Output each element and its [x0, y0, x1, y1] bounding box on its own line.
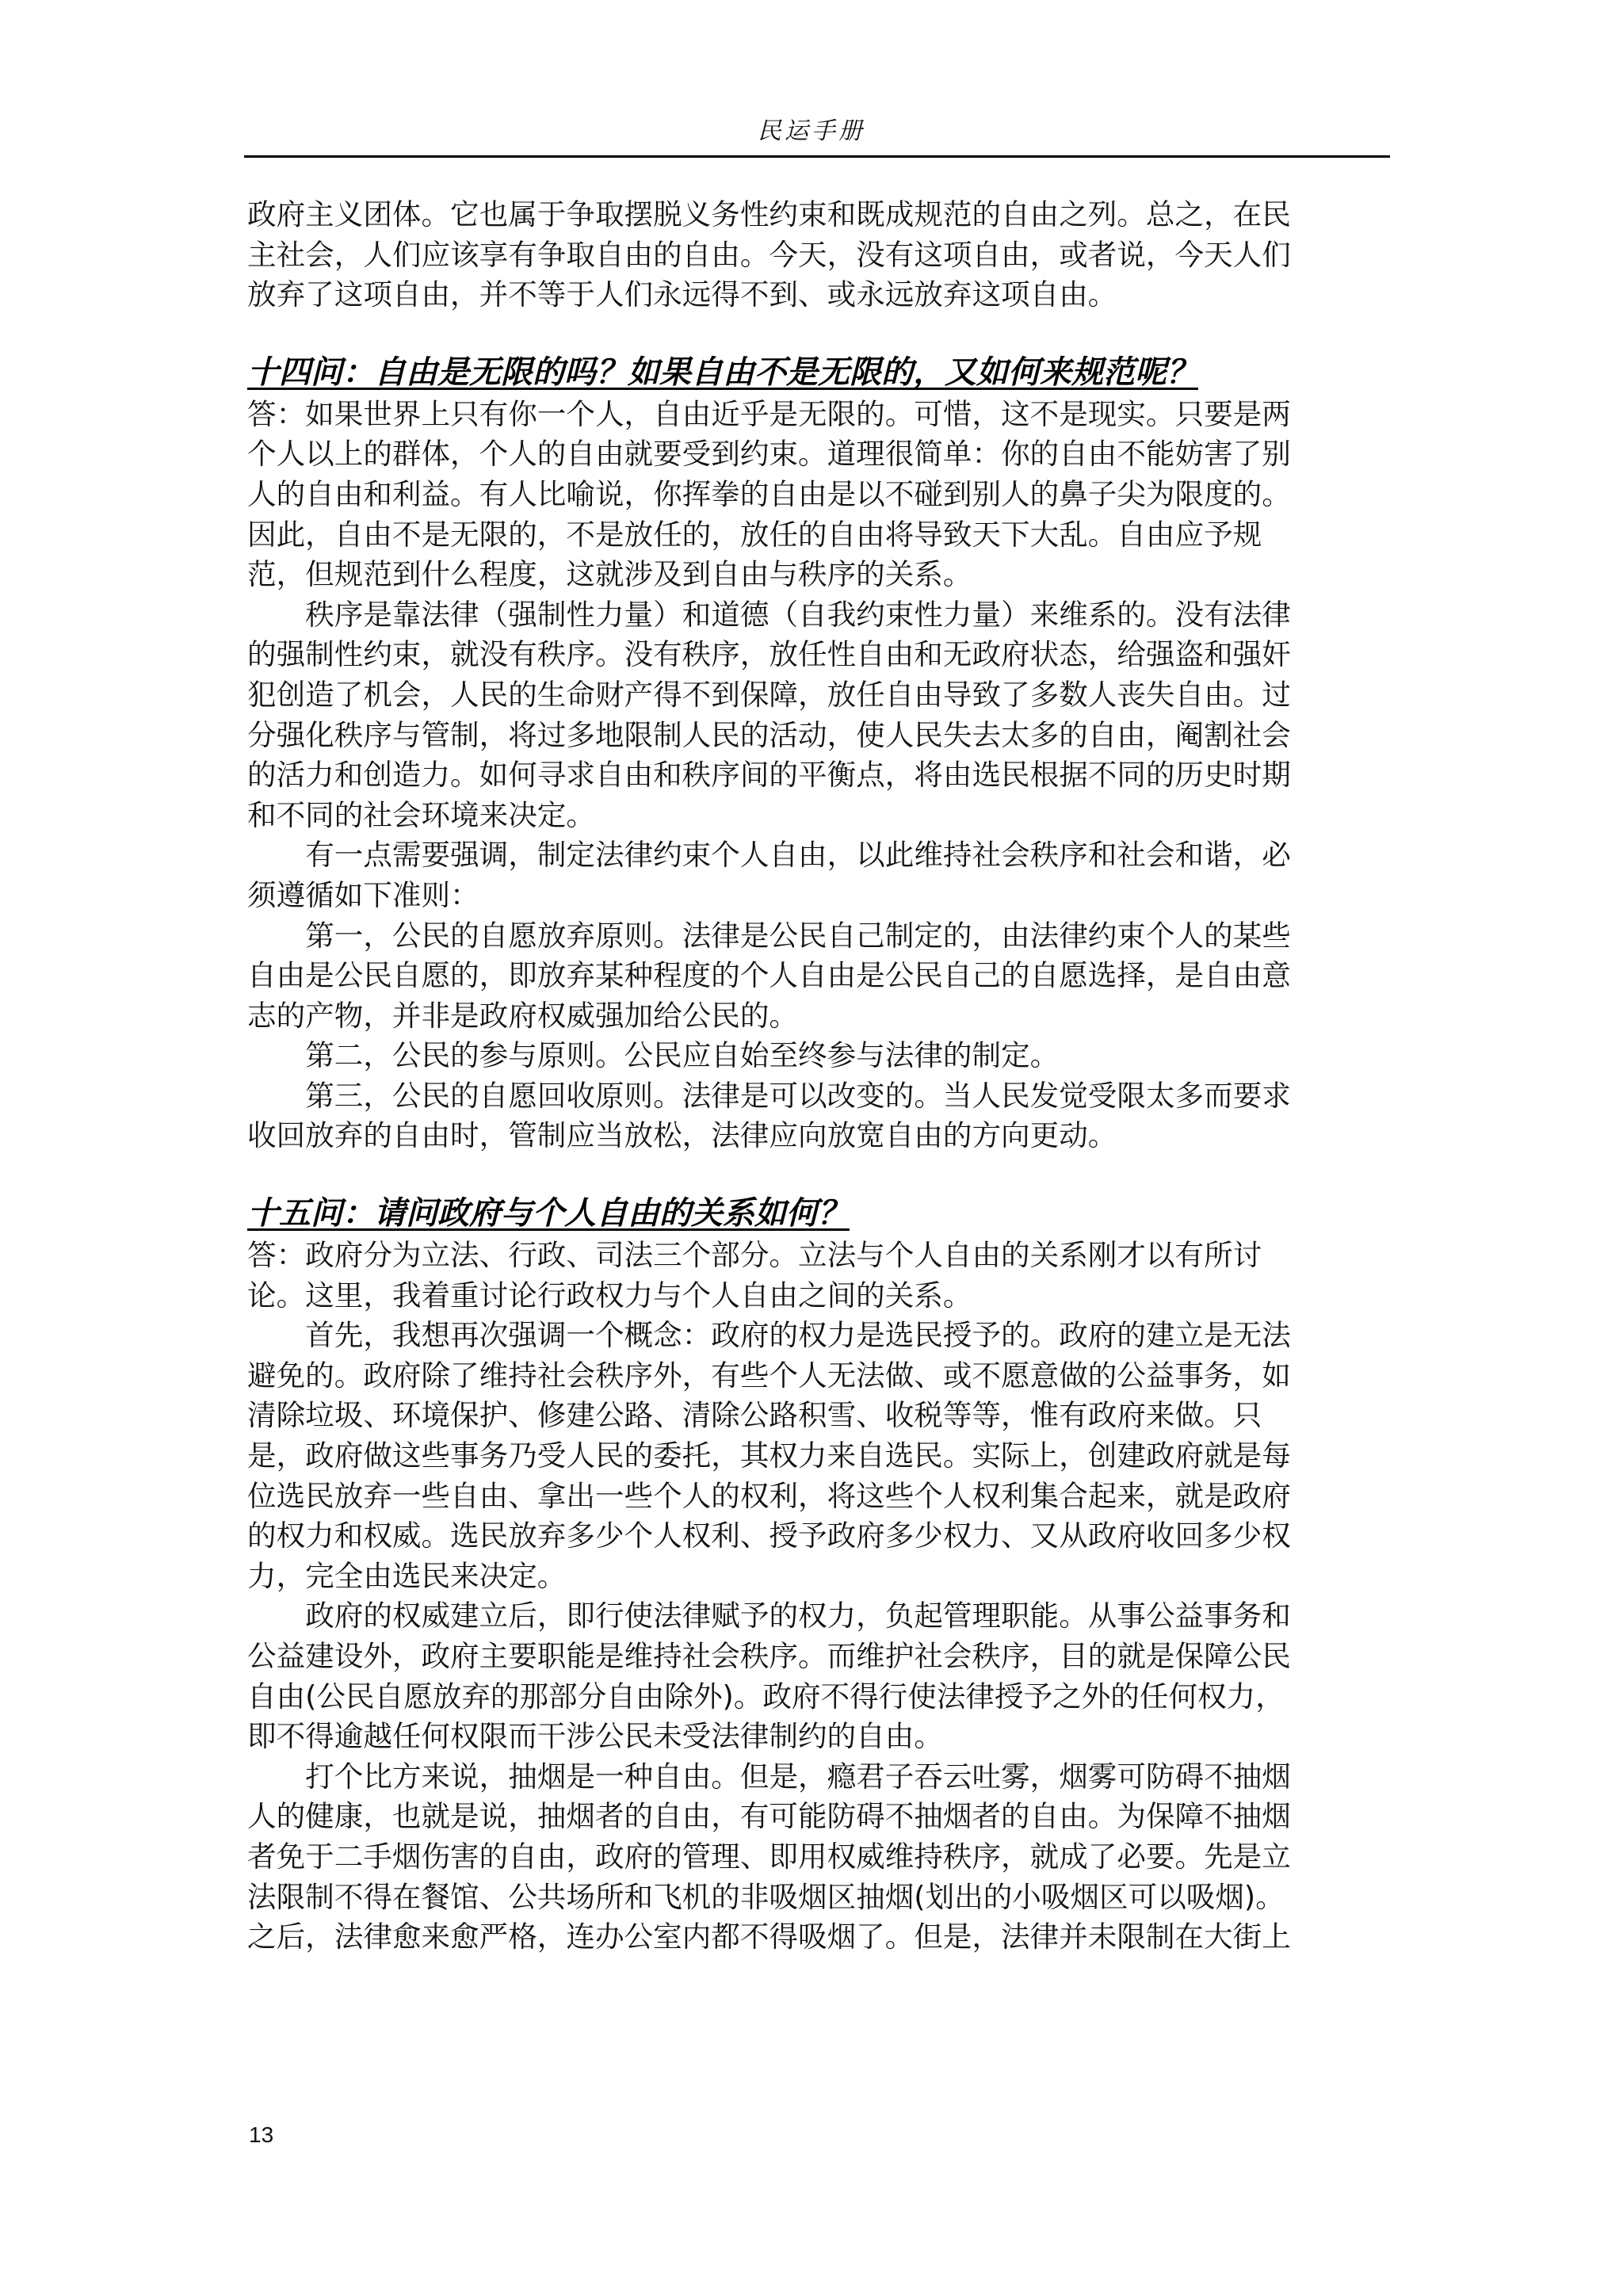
- paragraph-government-power: 首先，我想再次强调一个概念：政府的权力是选民授予的。政府的建立是无法避免的。政府除了维持社会秩序外，有些个人无法做、或不愿意做的公益事务，如清除垃圾、环境保护、修建公路、清除公路积雪、收税等等，惟有政府来做。只是，政府做这些事务乃受人民的委托，其权力来自选民。实际上，创建政府就是每位选民放弃一些自由、拿出一些个人的权利，将这些个人权利集合起来，就是政府的权力和权威。选民放弃多少个人权利、授予政府多少权力、又从政府收回多少权力，完全由选民来决定。: [247, 1318, 1291, 1593]
- paragraph-government-functions: 政府的权威建立后，即行使法律赋予的权力，负起管理职能。从事公益事务和公益建设外，政府主要职能是维持社会秩序。而维护社会秩序，目的就是保障公民自由(公民自愿放弃的那部分自由除外)。政府不得行使法律授予之外的任何权力，即不得逾越任何权限而干涉公民未受法律制约的自由。: [247, 1599, 1291, 1754]
- question-14-heading: 十四问：自由是无限的吗？如果自由不是无限的，又如何来规范呢？: [247, 353, 1198, 391]
- paragraph-principles-intro: 有一点需要强调，制定法律约束个人自由，以此维持社会秩序和社会和谐，必须遵循如下准则：: [247, 838, 1291, 912]
- answer-15-intro: 答：政府分为立法、行政、司法三个部分。立法与个人自由的关系刚才以有所讨论。这里，我着重讨论行政权力与个人自由之间的关系。: [247, 1238, 1262, 1312]
- principle-1: 第一，公民的自愿放弃原则。法律是公民自己制定的，由法律约束个人的某些自由是公民自愿的，即放弃某种程度的个人自由是公民自己的自愿选择，是自由意志的产物，并非是政府权威强加给公民的。: [247, 918, 1291, 1033]
- question-15-heading: 十五问：请问政府与个人自由的关系如何？: [247, 1194, 850, 1232]
- header-divider: [244, 155, 1390, 158]
- principle-2: 第二，公民的参与原则。公民应自始至终参与法律的制定。: [305, 1038, 1060, 1073]
- paragraph-order-and-law: 秩序是靠法律（强制性力量）和道德（自我约束性力量）来维系的。没有法律的强制性约束，就没有秩序。没有秩序，放任性自由和无政府状态，给强盗和强奸犯创造了机会，人民的生命财产得不到保障，放任自由导致了多数人丧失自由。过分强化秩序与管制，将过多地限制人民的活动，使人民失去太多的自由，阉割社会的活力和创造力。如何寻求自由和秩序间的平衡点，将由选民根据不同的历史时期和不同的社会环境来决定。: [247, 597, 1291, 832]
- page-number: 13: [249, 2122, 274, 2147]
- paragraph-continuation: 政府主义团体。它也属于争取摆脱义务性约束和既成规范的自由之列。总之，在民主社会，人们应该享有争取自由的自由。今天，没有这项自由，或者说，今天人们放弃了这项自由，并不等于人们永远得不到、或永远放弃这项自由。: [247, 197, 1291, 312]
- principle-3: 第三，公民的自愿回收原则。法律是可以改变的。当人民发觉受限太多而要求收回放弃的自由时，管制应当放松，法律应向放宽自由的方向更动。: [247, 1078, 1291, 1153]
- paragraph-smoking-example: 打个比方来说，抽烟是一种自由。但是，瘾君子吞云吐雾，烟雾可防碍不抽烟人的健康，也就是说，抽烟者的自由，有可能防碍不抽烟者的自由。为保障不抽烟者免于二手烟伤害的自由，政府的管理、即用权威维持秩序，就成了必要。先是立法限制不得在餐馆、公共场所和飞机的非吸烟区抽烟(划出的小吸烟区可以吸烟)。之后，法律愈来愈严格，连办公室内都不得吸烟了。但是，法律并未限制在大街上: [247, 1759, 1291, 1954]
- page-body: [247, 195, 1293, 1958]
- running-header: 民运手册: [758, 117, 865, 145]
- answer-14-intro: 答：如果世界上只有你一个人，自由近乎是无限的。可惜，这不是现实。只要是两个人以上的群体，个人的自由就要受到约束。道理很简单：你的自由不能妨害了别人的自由和利益。有人比喻说，你挥拳的自由是以不碰到别人的鼻子尖为限度的。因此，自由不是无限的，不是放任的，放任的自由将导致天下大乱。自由应予规范，但规范到什么程度，这就涉及到自由与秩序的关系。: [247, 396, 1291, 592]
